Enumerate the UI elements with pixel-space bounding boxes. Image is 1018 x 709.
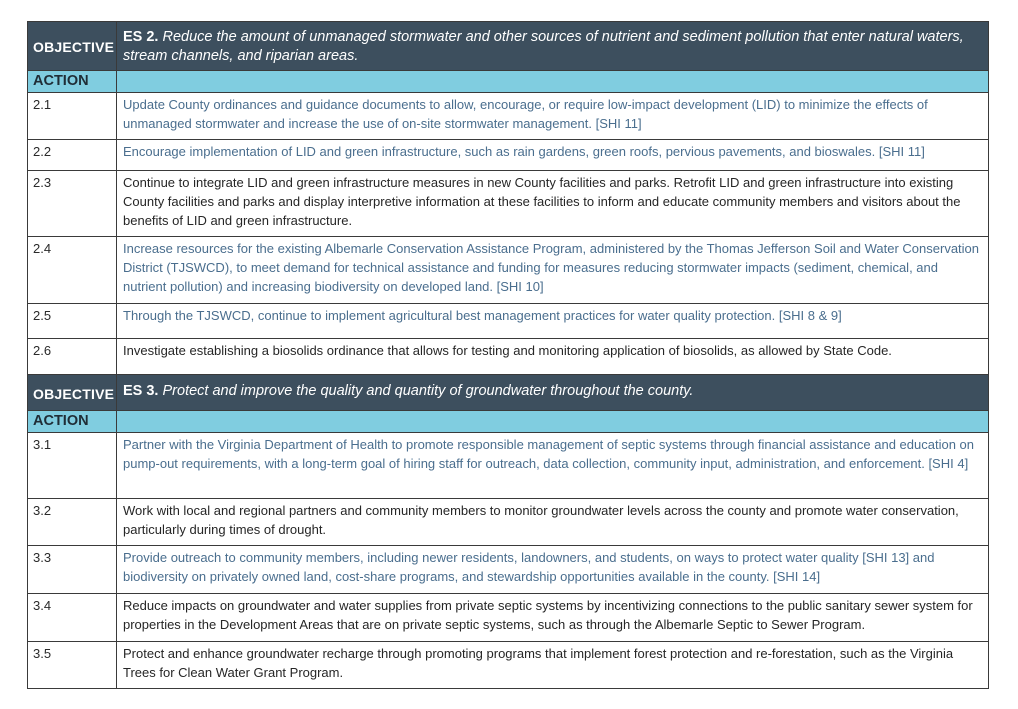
action-text: Partner with the Virginia Department of Health to promote responsible management of septic systems through financial assistance and education on pump-out requirements, with a long-term goal of hiring staff for outreach, data collection, community input, administration, and enforcement. [SHI 4] <box>117 433 989 499</box>
objective-row-es2 <box>28 22 989 71</box>
table-row <box>28 93 989 140</box>
action-number: 2.1 <box>28 93 117 140</box>
table-row <box>28 140 989 171</box>
objective-label: OBJECTIVE <box>28 375 117 411</box>
action-number: 3.4 <box>28 594 117 642</box>
action-number: 3.5 <box>28 642 117 689</box>
table-row <box>28 642 989 689</box>
action-header-row <box>28 71 989 93</box>
action-number: 2.6 <box>28 339 117 375</box>
action-text: Protect and enhance groundwater recharge through promoting programs that implement forest protection and re-forestation, such as the Virginia Trees for Clean Water Grant Program. <box>117 642 989 689</box>
table-row <box>28 433 989 499</box>
objective-code: ES 3. <box>123 383 159 399</box>
action-text: Encourage implementation of LID and green infrastructure, such as rain gardens, green roofs, pervious pavements, and bioswales. [SHI 11] <box>117 140 989 171</box>
action-label: ACTION <box>28 71 117 93</box>
objective-label: OBJECTIVE <box>28 22 117 71</box>
objective-statement: Reduce the amount of unmanaged stormwater and other sources of nutrient and sediment pollution that enter natural waters, stream channels, and riparian areas. <box>123 29 964 64</box>
action-number: 2.4 <box>28 237 117 304</box>
table-row <box>28 546 989 594</box>
table-row <box>28 339 989 375</box>
table-row <box>28 304 989 339</box>
action-header-row <box>28 411 989 433</box>
action-text: Provide outreach to community members, including newer residents, landowners, and students, on ways to protect water quality [SHI 13] and biodiversity on privately owned land, cost-share programs, and stewardship opportunities available in the county. [SHI 14] <box>117 546 989 594</box>
objective-text-cell <box>117 375 989 411</box>
table-row <box>28 594 989 642</box>
action-header-spacer <box>117 411 989 433</box>
action-text: Reduce impacts on groundwater and water supplies from private septic systems by incentivizing connections to the public sanitary sewer system for properties in the Development Areas that are on private septic systems, such as through the Albemarle Septic to Sewer Program. <box>117 594 989 642</box>
table-row <box>28 499 989 546</box>
action-label: ACTION <box>28 411 117 433</box>
action-number: 3.1 <box>28 433 117 499</box>
objective-row-es3 <box>28 375 989 411</box>
action-text: Through the TJSWCD, continue to implement agricultural best management practices for water quality protection. [SHI 8 & 9] <box>117 304 989 339</box>
action-number: 2.2 <box>28 140 117 171</box>
action-text: Update County ordinances and guidance documents to allow, encourage, or require low-impact development (LID) to minimize the effects of unmanaged stormwater and increase the use of on-site stormwater management. [SHI 11] <box>117 93 989 140</box>
objective-statement: Protect and improve the quality and quantity of groundwater throughout the county. <box>162 383 694 399</box>
action-number: 2.3 <box>28 171 117 237</box>
action-text: Increase resources for the existing Albemarle Conservation Assistance Program, administered by the Thomas Jefferson Soil and Water Conservation District (TJSWCD), to meet demand for technical assistance and funding for measures reducing stormwater impacts (sediment, chemical, and nutrient pollution) and increasing biodiversity on developed land. [SHI 10] <box>117 237 989 304</box>
action-text: Work with local and regional partners and community members to monitor groundwater levels across the county and promote water conservation, particularly during times of drought. <box>117 499 989 546</box>
action-header-spacer <box>117 71 989 93</box>
table-row <box>28 171 989 237</box>
table-row <box>28 237 989 304</box>
action-number: 3.2 <box>28 499 117 546</box>
action-number: 3.3 <box>28 546 117 594</box>
action-text: Continue to integrate LID and green infrastructure measures in new County facilities and parks. Retrofit LID and green infrastructure into existing County facilities and parks and display interpretive information at these facilities to inform and educate community members and visitors about the benefits of LID and green infrastructure. <box>117 171 989 237</box>
action-text: Investigate establishing a biosolids ordinance that allows for testing and monitoring application of biosolids, as allowed by State Code. <box>117 339 989 375</box>
objectives-actions-table <box>27 21 989 689</box>
objective-text-cell <box>117 22 989 71</box>
objective-code: ES 2. <box>123 29 159 45</box>
action-number: 2.5 <box>28 304 117 339</box>
